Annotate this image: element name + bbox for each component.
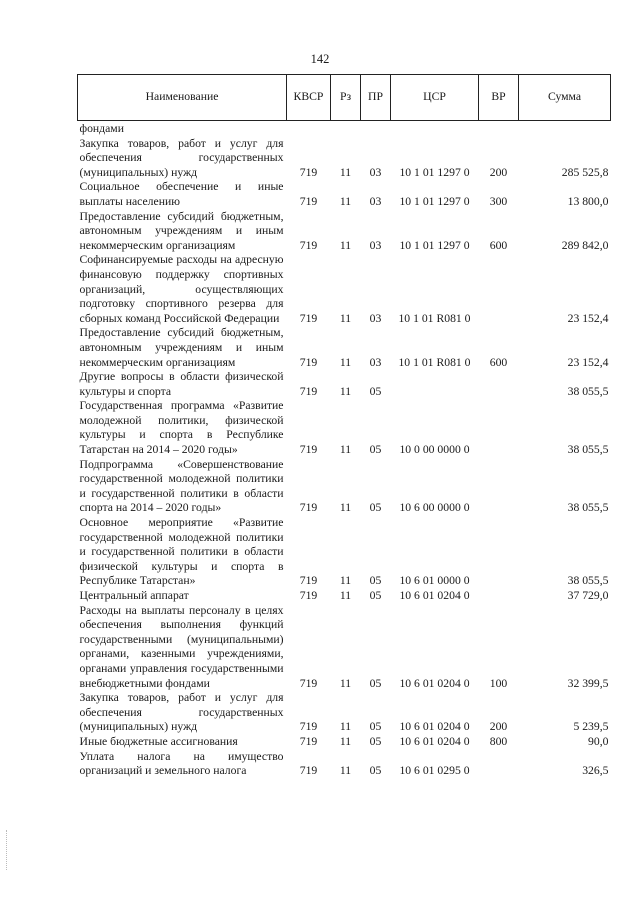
cell-rz: 11: [339, 676, 352, 690]
cell-name: Расходы на выплаты персоналу в целях обеспечения выполнения функций государственными (муниципальными) органами, казенными учреждениями, органами управления государственными внебюджетными фондами: [79, 603, 284, 690]
cell-rz: 11: [339, 443, 352, 457]
cell-csr: 10 1 01 1297 0: [399, 238, 470, 252]
cell-kvsr: 719: [299, 165, 318, 179]
cell-kvsr: [287, 121, 331, 137]
cell-name: Иные бюджетные ассигнования: [79, 734, 238, 748]
cell-pr: 05: [369, 734, 382, 748]
header-rz: Рз: [331, 75, 361, 121]
cell-kvsr: 719: [299, 238, 318, 252]
cell-pr: 05: [369, 443, 382, 457]
cell-kvsr: 719: [299, 676, 318, 690]
cell-sum: 38 055,5: [567, 501, 609, 515]
header-csr: ЦСР: [391, 75, 479, 121]
cell-vr: 800: [489, 734, 508, 748]
cell-csr: 10 6 01 0204 0: [399, 734, 470, 748]
cell-pr: 05: [369, 384, 382, 398]
table-row: [78, 399, 611, 457]
cell-name: Подпрограмма «Совершенствование государственной молодежной политики и государственной политики в области спорта на 2014 – 2020 годы»: [79, 457, 284, 515]
table-row: [78, 691, 611, 735]
cell-sum: [519, 121, 611, 137]
header-pr: ПР: [361, 75, 391, 121]
cell-name: Государственная программа «Развитие молодежной политики, физической культуры и спорта в Республике Татарстан на 2014 – 2020 годы»: [79, 399, 284, 457]
cell-pr: 03: [369, 238, 382, 252]
table-row: [78, 137, 611, 181]
cell-rz: 11: [339, 501, 352, 515]
table-row: [78, 370, 611, 399]
header-kvsr: КВСР: [287, 75, 331, 121]
table-row: [78, 604, 611, 692]
cell-csr: [391, 370, 479, 399]
cell-rz: 11: [339, 355, 352, 369]
cell-vr: [479, 399, 519, 457]
table-row: [78, 750, 611, 779]
cell-name: Уплата налога на имущество организаций и земельного налога: [79, 749, 284, 778]
table-header: [78, 75, 611, 121]
cell-csr: 10 1 01 R081 0: [398, 355, 471, 369]
table-row: [78, 735, 611, 750]
cell-rz: 11: [339, 734, 352, 748]
cell-sum: 32 399,5: [567, 676, 609, 690]
cell-name: Предоставление субсидий бюджетным, автономным учреждениям и иным некоммерческим организациям: [79, 209, 284, 252]
cell-name: Социальное обеспечение и иные выплаты населению: [79, 180, 284, 208]
cell-sum: 285 525,8: [561, 165, 609, 179]
cell-vr: 600: [489, 238, 508, 252]
table-row: [78, 253, 611, 326]
table-row: [78, 516, 611, 589]
cell-rz: 11: [339, 238, 352, 252]
cell-csr: 10 6 01 0000 0: [399, 574, 470, 588]
cell-vr: 200: [489, 165, 508, 179]
cell-kvsr: 719: [299, 501, 318, 515]
cell-pr: 03: [369, 194, 382, 208]
header-sum: Сумма: [519, 75, 611, 121]
cell-kvsr: 719: [299, 355, 318, 369]
cell-pr: 03: [369, 311, 382, 325]
cell-name: Центральный аппарат: [79, 589, 189, 602]
cell-name: Софинансируемые расходы на адресную финансовую поддержку спортивных организаций, осуществляющих подготовку спортивного резерва для сборных команд Российской Федерации: [79, 253, 284, 325]
cell-csr: [391, 121, 479, 137]
cell-sum: 23 152,4: [567, 355, 609, 369]
table-row: [78, 180, 611, 209]
cell-csr: 10 6 01 0204 0: [399, 676, 470, 690]
cell-pr: 05: [369, 676, 382, 690]
cell-kvsr: 719: [299, 764, 318, 778]
cell-csr: 10 6 00 0000 0: [399, 501, 470, 515]
cell-csr: 10 6 01 0295 0: [399, 764, 470, 778]
cell-vr: 300: [489, 194, 508, 208]
cell-kvsr: 719: [299, 384, 318, 398]
cell-name: фондами: [79, 122, 124, 135]
cell-rz: 11: [339, 384, 352, 398]
cell-pr: 05: [369, 574, 382, 588]
cell-kvsr: 719: [299, 574, 318, 588]
header-vr: ВР: [479, 75, 519, 121]
cell-csr: 10 1 01 R081 0: [398, 311, 471, 325]
cell-kvsr: 719: [299, 194, 318, 208]
cell-vr: [479, 516, 519, 589]
cell-name: Закупка товаров, работ и услуг для обеспечения государственных (муниципальных) нужд: [79, 691, 284, 734]
cell-kvsr: 719: [299, 720, 318, 734]
cell-kvsr: 719: [299, 734, 318, 748]
cell-sum: 13 800,0: [567, 194, 609, 208]
table-row: [78, 326, 611, 370]
table-body: [78, 121, 611, 779]
header-row: [78, 75, 611, 121]
cell-rz: 11: [339, 165, 352, 179]
cell-sum: 38 055,5: [567, 443, 609, 457]
cell-sum: 38 055,5: [567, 384, 609, 398]
header-name: Наименование: [78, 75, 287, 121]
cell-sum: 37 729,0: [567, 589, 609, 602]
cell-sum: 23 152,4: [567, 311, 609, 325]
cell-csr: 10 1 01 1297 0: [399, 194, 470, 208]
page-number: 142: [310, 52, 330, 66]
table-row: [78, 121, 611, 137]
cell-kvsr: 719: [299, 443, 318, 457]
cell-csr: 10 0 00 0000 0: [399, 443, 470, 457]
table-row: [78, 458, 611, 516]
budget-table: [77, 74, 611, 779]
cell-sum: 90,0: [588, 734, 609, 748]
cell-vr: [479, 750, 519, 779]
cell-name: Основное мероприятие «Развитие государственной молодежной политики и государственной политики в области физической культуры и спорта в Республике Татарстан»: [79, 516, 284, 588]
cell-vr: 200: [489, 720, 508, 734]
cell-vr: [479, 121, 519, 137]
cell-pr: 05: [369, 720, 382, 734]
cell-vr: 100: [489, 676, 508, 690]
cell-csr: 10 1 01 1297 0: [399, 165, 470, 179]
scan-margin-dots: [6, 830, 10, 870]
cell-rz: 11: [339, 311, 352, 325]
table-row: [78, 210, 611, 254]
cell-vr: [479, 589, 519, 604]
cell-sum: 326,5: [582, 764, 609, 778]
cell-vr: [479, 370, 519, 399]
cell-rz: 11: [339, 589, 352, 602]
cell-rz: 11: [339, 574, 352, 588]
cell-pr: 03: [369, 165, 382, 179]
cell-sum: 5 239,5: [573, 720, 609, 734]
cell-vr: 600: [489, 355, 508, 369]
cell-vr: [479, 458, 519, 516]
cell-rz: 11: [339, 720, 352, 734]
cell-pr: 05: [369, 764, 382, 778]
cell-pr: 05: [369, 501, 382, 515]
cell-sum: 38 055,5: [567, 574, 609, 588]
table-row: [78, 589, 611, 604]
cell-pr: 03: [369, 355, 382, 369]
cell-name: Предоставление субсидий бюджетным, автономным учреждениям и иным некоммерческим организациям: [79, 326, 284, 369]
cell-name: Другие вопросы в области физической культуры и спорта: [79, 370, 284, 398]
cell-rz: 11: [339, 764, 352, 778]
cell-kvsr: 719: [299, 589, 318, 602]
cell-kvsr: 719: [299, 311, 318, 325]
cell-csr: 10 6 01 0204 0: [399, 720, 470, 734]
cell-sum: 289 842,0: [561, 238, 609, 252]
cell-pr: 05: [369, 589, 382, 602]
cell-csr: 10 6 01 0204 0: [399, 589, 470, 602]
cell-vr: [479, 253, 519, 326]
cell-rz: [331, 121, 361, 137]
cell-name: Закупка товаров, работ и услуг для обеспечения государственных (муниципальных) нужд: [79, 136, 284, 179]
cell-rz: 11: [339, 194, 352, 208]
cell-pr: [361, 121, 391, 137]
